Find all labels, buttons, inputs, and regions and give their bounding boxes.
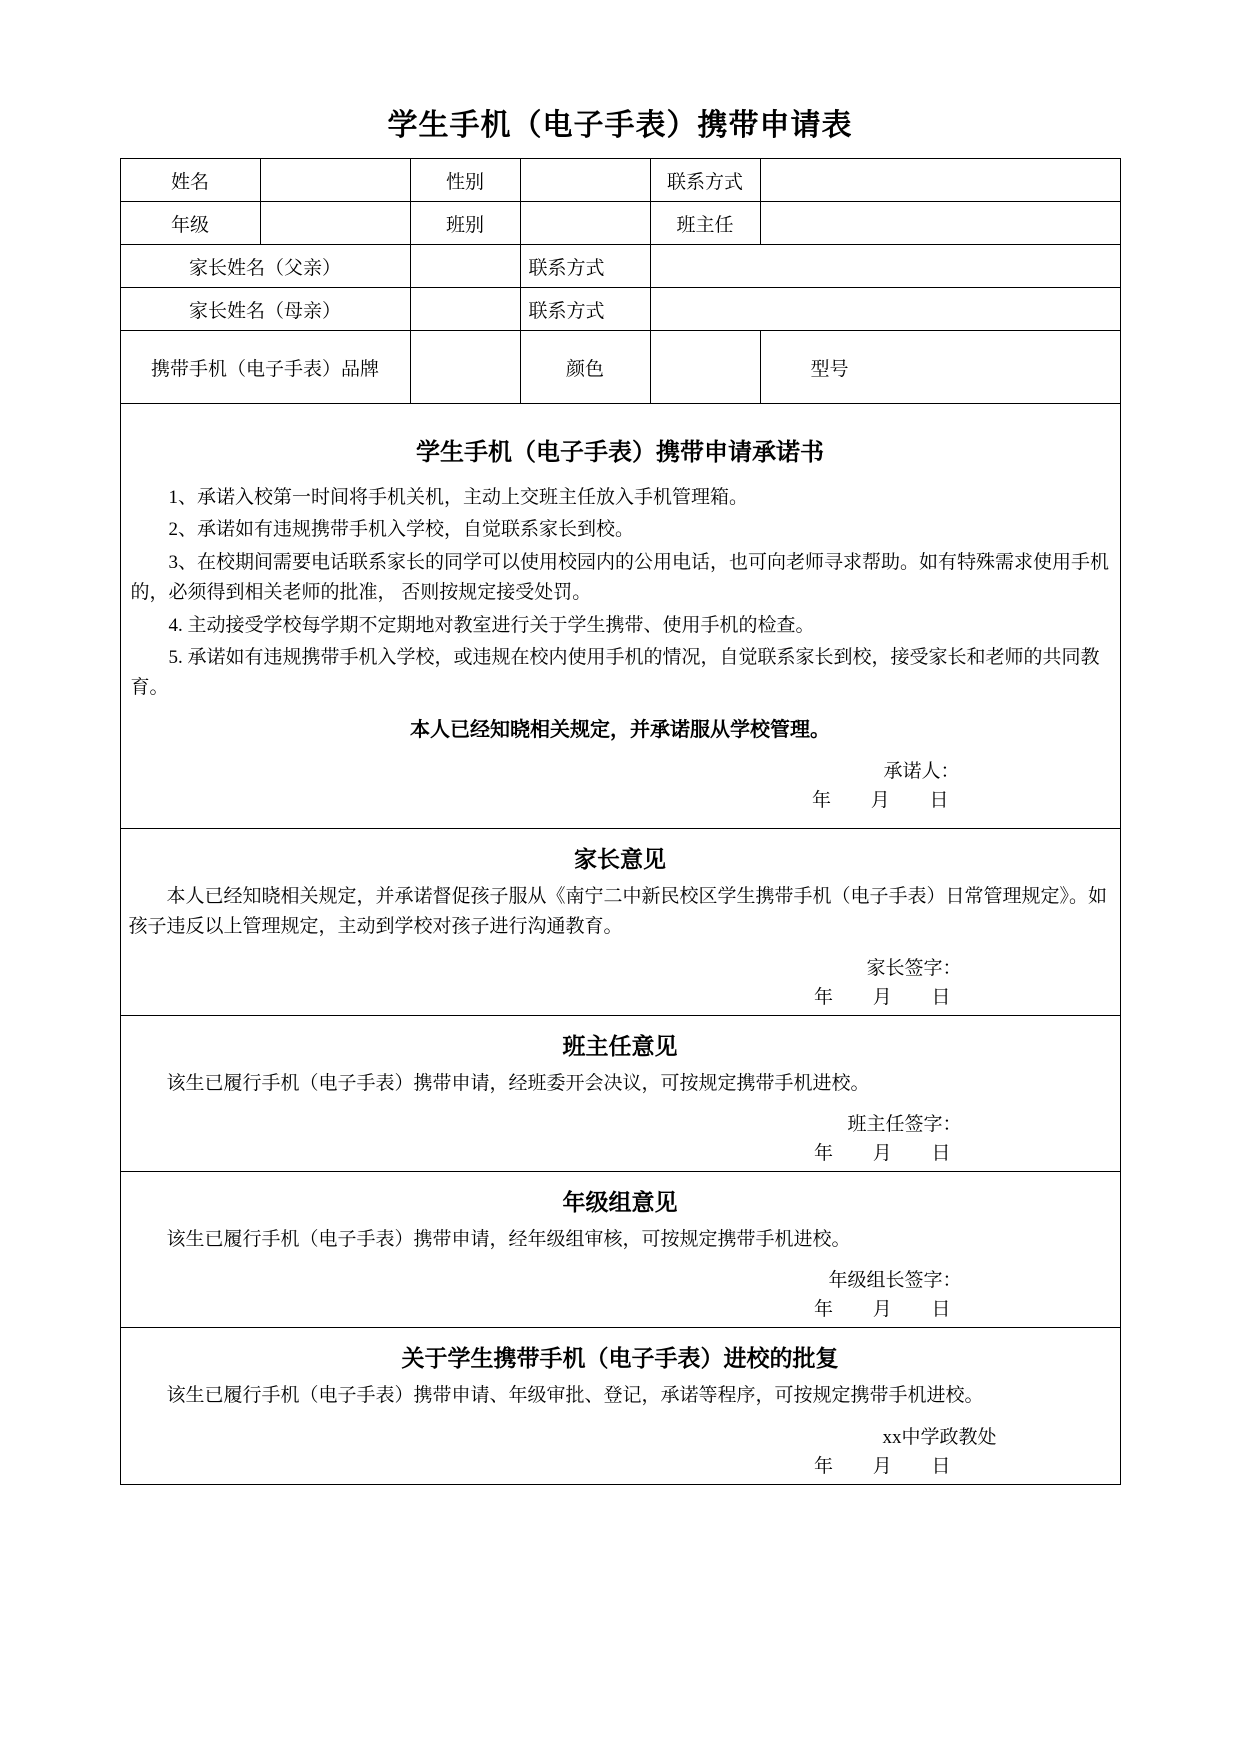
teacher-opinion-section: [120, 1015, 1120, 1171]
commitment-statement: 本人已经知晓相关规定，并承诺服从学校管理。: [410, 718, 830, 741]
grade-opinion-section: [120, 1171, 1120, 1327]
field-class[interactable]: [520, 202, 650, 245]
commitment-signer-label[interactable]: 承诺人：: [883, 760, 960, 782]
parent-opinion-title: 家长意见: [574, 846, 666, 872]
grade-opinion-title: 年级组意见: [562, 1189, 678, 1215]
table-row-approval: [120, 1328, 1120, 1484]
field-grade[interactable]: [260, 202, 410, 245]
commitment-item-1: 1、承诺入校第一时间将手机关机，主动上交班主任放入手机管理箱。: [168, 487, 749, 508]
grade-date-month: 月: [872, 1299, 894, 1321]
field-mother-name[interactable]: [410, 288, 520, 331]
teacher-date-month: 月: [872, 1142, 894, 1164]
field-head-teacher[interactable]: [760, 202, 1120, 245]
field-mother-contact[interactable]: [650, 288, 1120, 331]
label-class: 班别: [410, 202, 520, 245]
table-row: [120, 202, 1120, 245]
approval-date-day: 日: [931, 1455, 953, 1477]
teacher-date-year: 年: [814, 1142, 836, 1164]
application-form-table: [120, 158, 1121, 1485]
grade-date-line[interactable]: [129, 1294, 1112, 1321]
label-mother-name: 家长姓名（母亲）: [120, 288, 410, 331]
teacher-date-line[interactable]: [129, 1138, 1112, 1165]
commitment-date-year: 年: [812, 789, 834, 811]
table-row-teacher-opinion: [120, 1015, 1120, 1171]
teacher-opinion-text: 该生已履行手机（电子手表）携带申请，经班委开会决议，可按规定携带手机进校。: [166, 1072, 870, 1094]
label-father-contact: 联系方式: [520, 245, 650, 288]
parent-date-day: 日: [931, 986, 953, 1008]
grade-signer-label[interactable]: 年级组长签字：: [828, 1270, 962, 1292]
approval-date-line[interactable]: [129, 1451, 1112, 1478]
field-name[interactable]: [260, 159, 410, 202]
approval-section: [120, 1328, 1120, 1484]
table-row: [120, 159, 1120, 202]
teacher-signature-block: [129, 1109, 1112, 1165]
parent-date-year: 年: [814, 986, 836, 1008]
table-row: [120, 288, 1120, 331]
grade-signature-block: [129, 1265, 1112, 1321]
table-row: [120, 331, 1120, 404]
commitment-date-month: 月: [870, 789, 892, 811]
label-gender: 性别: [410, 159, 520, 202]
approval-text: 该生已履行手机（电子手表）携带申请、年级审批、登记，承诺等程序，可按规定携带手机进校。: [166, 1385, 984, 1407]
field-gender[interactable]: [520, 159, 650, 202]
table-row-commitment: [120, 404, 1120, 829]
table-row-grade-opinion: [120, 1171, 1120, 1327]
parent-date-line[interactable]: [129, 982, 1112, 1009]
teacher-opinion-title: 班主任意见: [562, 1033, 678, 1059]
parent-opinion-text: 本人已经知晓相关规定，并承诺督促孩子服从《南宁二中新民校区学生携带手机（电子手表）日常管理规定》。如孩子违反以上管理规定，主动到学校对孩子进行沟通教育。: [128, 885, 1108, 938]
grade-date-year: 年: [814, 1299, 836, 1321]
approval-signer-label: xx中学政教处: [882, 1426, 997, 1448]
commitment-date-day: 日: [929, 789, 951, 811]
teacher-date-day: 日: [931, 1142, 953, 1164]
approval-date-month: 月: [872, 1455, 894, 1477]
grade-opinion-text: 该生已履行手机（电子手表）携带申请，经年级组审核，可按规定携带手机进校。: [166, 1228, 851, 1250]
approval-title: 关于学生携带手机（电子手表）进校的批复: [401, 1346, 839, 1372]
field-father-name[interactable]: [410, 245, 520, 288]
label-device-model-model: [760, 331, 1120, 404]
field-device-color[interactable]: [650, 331, 760, 404]
field-device-brand[interactable]: [410, 331, 520, 404]
parent-signer-label[interactable]: 家长签字：: [866, 957, 962, 979]
label-device-model: 型号: [810, 358, 849, 380]
commitment-item-5: 5. 承诺如有违规携带手机入学校，或违规在校内使用手机的情况，自觉联系家长到校，接受家长和老师的共同教育。: [130, 646, 1100, 699]
commitment-signature-block: [131, 756, 1110, 812]
approval-date-year: 年: [814, 1455, 836, 1477]
grade-date-day: 日: [931, 1299, 953, 1321]
field-father-contact[interactable]: [650, 245, 1120, 288]
label-father-name: 家长姓名（父亲）: [120, 245, 410, 288]
commitment-title: 学生手机（电子手表）携带申请承诺书: [416, 440, 824, 466]
label-device-color: 颜色: [520, 331, 650, 404]
commitment-item-3: 3、在校期间需要电话联系家长的同学可以使用校园内的公用电话，也可向老师寻求帮助。如有特殊需求使用手机的，必须得到相关老师的批准， 否则按规定接受处罚。: [130, 551, 1110, 604]
label-device-brand: 携带手机（电子手表）品牌: [120, 331, 410, 404]
label-grade: 年级: [120, 202, 260, 245]
teacher-signer-label[interactable]: 班主任签字：: [847, 1113, 962, 1135]
commitment-date-line[interactable]: [131, 785, 1110, 812]
label-name: 姓名: [120, 159, 260, 202]
parent-signature-block: [129, 953, 1112, 1009]
label-contact: 联系方式: [650, 159, 760, 202]
label-mother-contact: 联系方式: [520, 288, 650, 331]
approval-signature-block: [129, 1422, 1112, 1478]
commitment-section: [120, 404, 1120, 829]
field-contact[interactable]: [760, 159, 1120, 202]
parent-opinion-section: [120, 828, 1120, 1015]
parent-date-month: 月: [872, 986, 894, 1008]
table-row: [120, 245, 1120, 288]
page-title: 学生手机（电子手表）携带申请表: [387, 109, 853, 142]
label-head-teacher: 班主任: [650, 202, 760, 245]
commitment-item-2: 2、承诺如有违规携带手机入学校，自觉联系家长到校。: [168, 519, 635, 541]
commitment-item-4: 4. 主动接受学校每学期不定期地对教室进行关于学生携带、使用手机的检查。: [168, 614, 815, 636]
table-row-parent-opinion: [120, 828, 1120, 1015]
